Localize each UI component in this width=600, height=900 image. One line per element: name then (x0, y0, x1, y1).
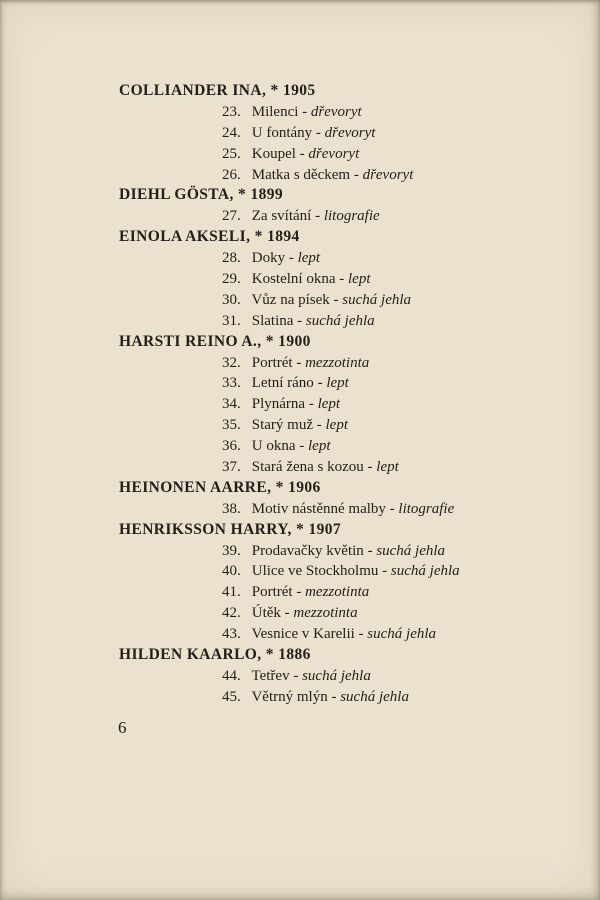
separator: - (363, 459, 377, 476)
artist-heading: HEINONEN AARRE, * 1906 (119, 478, 321, 496)
work-item (0, 561, 600, 582)
work-technique: suchá jehla (340, 688, 409, 705)
separator: - (280, 605, 294, 622)
catalog-list (0, 81, 600, 708)
work-item (0, 269, 600, 290)
work-number: 37. (222, 459, 241, 476)
work-title: Milenci (248, 103, 299, 120)
work-item (0, 144, 600, 165)
work-title: Útěk (248, 605, 281, 622)
work-title: Starý muž (248, 417, 313, 434)
work-item (0, 415, 600, 436)
artist-heading: HARSTI REINO A., * 1900 (119, 332, 311, 350)
work-number: 44. (222, 667, 241, 684)
work-number: 40. (222, 563, 241, 580)
work-item (0, 394, 600, 415)
work-number: 27. (222, 208, 241, 225)
work-title: Doky (248, 250, 286, 267)
work-item (0, 541, 600, 562)
work-title: Za svítání (248, 208, 312, 225)
work-item (0, 311, 600, 332)
work-title: Prodavačky květin (248, 542, 364, 559)
work-item (0, 603, 600, 624)
work-technique: mezzotinta (305, 584, 370, 601)
work-item (0, 436, 600, 457)
separator: - (385, 500, 399, 517)
work-title: Letní ráno (248, 375, 314, 392)
work-title: Vůz na písek (248, 291, 330, 308)
artist-heading: HENRIKSSON HARRY, * 1907 (119, 520, 342, 538)
work-title: Stará žena s kozou (248, 459, 364, 476)
separator: - (312, 124, 325, 141)
separator: - (295, 145, 309, 162)
separator: - (327, 688, 341, 705)
work-item (0, 102, 600, 123)
separator: - (313, 375, 327, 392)
work-technique: lept (297, 250, 321, 267)
work-technique: dřevoryt (310, 103, 362, 120)
work-item (0, 353, 600, 374)
work-technique: suchá jehla (376, 542, 446, 559)
work-number: 25. (222, 145, 241, 162)
work-technique: lept (348, 271, 371, 288)
artist-heading: DIEHL GÖSTA, * 1899 (119, 186, 284, 204)
work-title: Koupel (248, 145, 296, 162)
work-title: Portrét (248, 584, 293, 601)
work-number: 32. (222, 354, 241, 371)
work-technique: lept (317, 396, 341, 413)
work-title: Ulice ve Stockholmu (248, 563, 379, 580)
work-technique: suchá jehla (305, 312, 375, 329)
work-technique: suchá jehla (342, 291, 412, 308)
work-technique: suchá jehla (302, 667, 371, 684)
work-number: 30. (222, 291, 241, 308)
separator: - (293, 312, 306, 329)
work-number: 24. (222, 124, 241, 141)
work-title: Matka s děckem (248, 166, 351, 183)
work-item (0, 624, 600, 645)
work-technique: suchá jehla (390, 563, 460, 580)
separator: - (329, 291, 343, 308)
separator: - (289, 667, 303, 684)
work-item (0, 123, 600, 144)
work-item (0, 165, 600, 186)
work-title: Motiv nástěnné malby (248, 500, 386, 517)
work-title: Větrný mlýn (248, 688, 328, 705)
work-technique: dřevoryt (308, 145, 360, 162)
work-item (0, 457, 600, 478)
work-title: U fontány (248, 124, 313, 141)
work-number: 29. (222, 271, 241, 288)
separator: - (292, 584, 306, 601)
work-technique: lept (325, 417, 348, 434)
work-number: 33. (222, 375, 241, 392)
separator: - (295, 438, 308, 455)
work-number: 26. (222, 166, 241, 183)
work-technique: lept (308, 438, 331, 455)
work-item (0, 687, 600, 708)
work-number: 31. (222, 312, 241, 329)
work-number: 34. (222, 396, 241, 413)
separator: - (285, 250, 298, 267)
work-number: 35. (222, 417, 241, 434)
work-title: Slatina (248, 312, 294, 329)
work-number: 28. (222, 250, 241, 267)
separator: - (335, 271, 348, 288)
artist-heading: COLLIANDER INA, * 1905 (119, 82, 316, 99)
work-technique: mezzotinta (305, 354, 370, 371)
work-number: 38. (222, 500, 241, 517)
separator: - (350, 166, 363, 183)
work-item (0, 499, 600, 520)
separator: - (305, 396, 318, 413)
work-number: 42. (222, 605, 241, 622)
work-number: 43. (222, 626, 241, 643)
work-title: Kostelní okna (248, 271, 336, 288)
separator: - (313, 417, 326, 434)
work-item (0, 373, 600, 394)
work-number: 41. (222, 584, 241, 601)
separator: - (354, 626, 368, 643)
separator: - (363, 542, 377, 559)
work-number: 39. (222, 542, 241, 559)
work-title: U okna (248, 438, 296, 455)
work-title: Portrét (248, 354, 293, 371)
work-technique: dřevoryt (324, 124, 376, 141)
artist-heading: EINOLA AKSELI, * 1894 (119, 228, 300, 246)
work-title: Vesnice v Karelii (248, 626, 355, 643)
work-title: Tetřev (248, 667, 290, 684)
artist-heading: HILDEN KAARLO, * 1886 (119, 646, 311, 664)
page-number: 6 (118, 718, 127, 737)
separator: - (378, 563, 391, 580)
work-item (0, 290, 600, 311)
work-technique: lept (376, 459, 399, 476)
work-technique: mezzotinta (293, 605, 358, 622)
separator: - (298, 103, 311, 120)
work-item (0, 206, 600, 227)
separator: - (311, 208, 324, 225)
work-technique: litografie (398, 500, 455, 517)
separator: - (292, 354, 306, 371)
work-number: 36. (222, 438, 241, 455)
work-technique: litografie (323, 208, 380, 225)
work-item (0, 666, 600, 687)
work-technique: lept (326, 375, 349, 392)
work-technique: dřevoryt (362, 166, 414, 183)
work-technique: suchá jehla (367, 626, 437, 643)
work-number: 45. (222, 688, 241, 705)
work-item (0, 248, 600, 269)
work-number: 23. (222, 103, 241, 120)
work-item (0, 582, 600, 603)
work-title: Plynárna (248, 396, 306, 413)
